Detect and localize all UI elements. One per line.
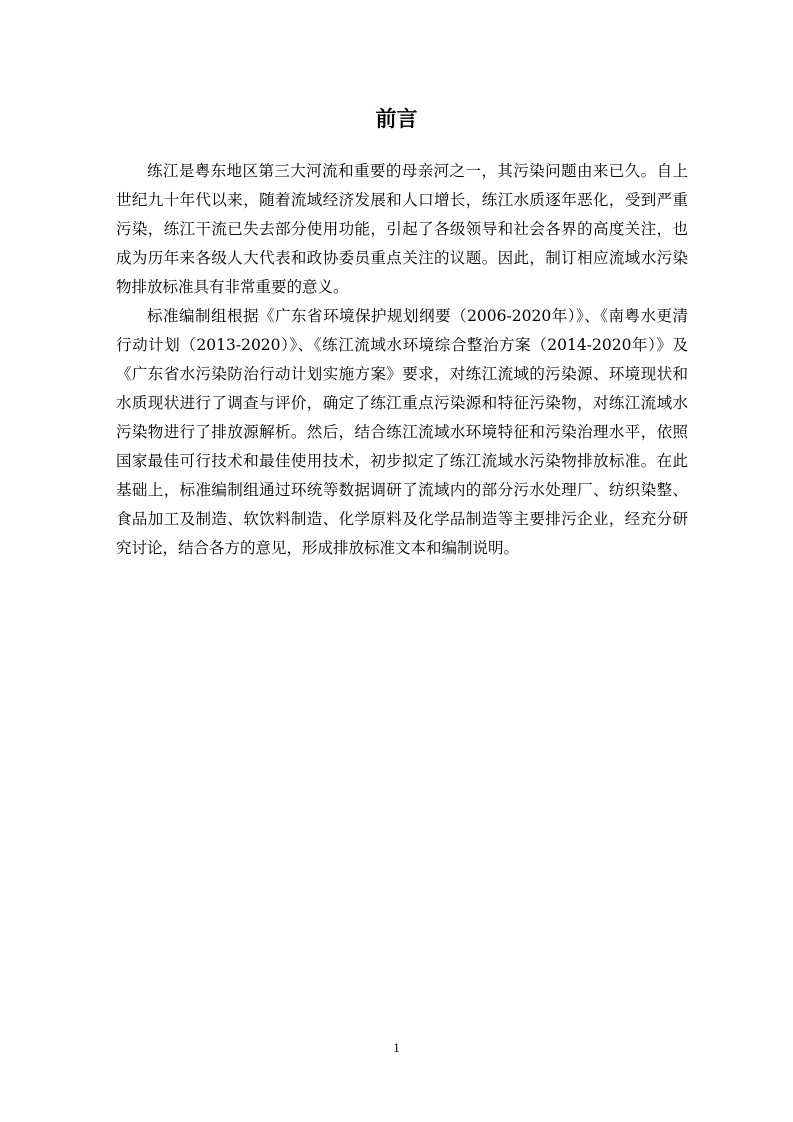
paragraph-2: 标准编制组根据《广东省环境保护规划纲要（2006-2020年）》、《南粤水更清行动计划（2013-2020）》、《练江流域水环境综合整治方案（2014-2020年）》及《广东省水污染防治行动计划实施方案》要求，对练江流域的污染源、环境现状和水质现状进行了调查与评价，确定了练江重点污染源和特征污染物，对练江流域水污染物进行了排放源解析。然后，结合练江流域水环境特征和污染治理水平，依照国家最佳可行技术和最佳使用技术，初步拟定了练江流域水污染物排放标准。在此基础上，标准编制组通过环统等数据调研了流域内的部分污水处理厂、纺织染整、食品加工及制造、软饮料制造、化学原料及化学品制造等主要排污企业，经充分研究讨论，结合各方的意见，形成排放标准文本和编制说明。 [116,307,688,557]
paragraph-1: 练江是粤东地区第三大河流和重要的母亲河之一，其污染问题由来已久。自上世纪九十年代以来，随着流域经济发展和人口增长，练江水质逐年恶化，受到严重污染，练江干流已失去部分使用功能，引起了各级领导和社会各界的高度关注，也成为历年来各级人大代表和政协委员重点关注的议题。因此，制订相应流域水污染物排放标准具有非常重要的意义。 [116,162,688,296]
document-body [116,157,688,563]
page-title: 前言 [375,107,418,131]
page-number: 1 [393,1040,400,1055]
